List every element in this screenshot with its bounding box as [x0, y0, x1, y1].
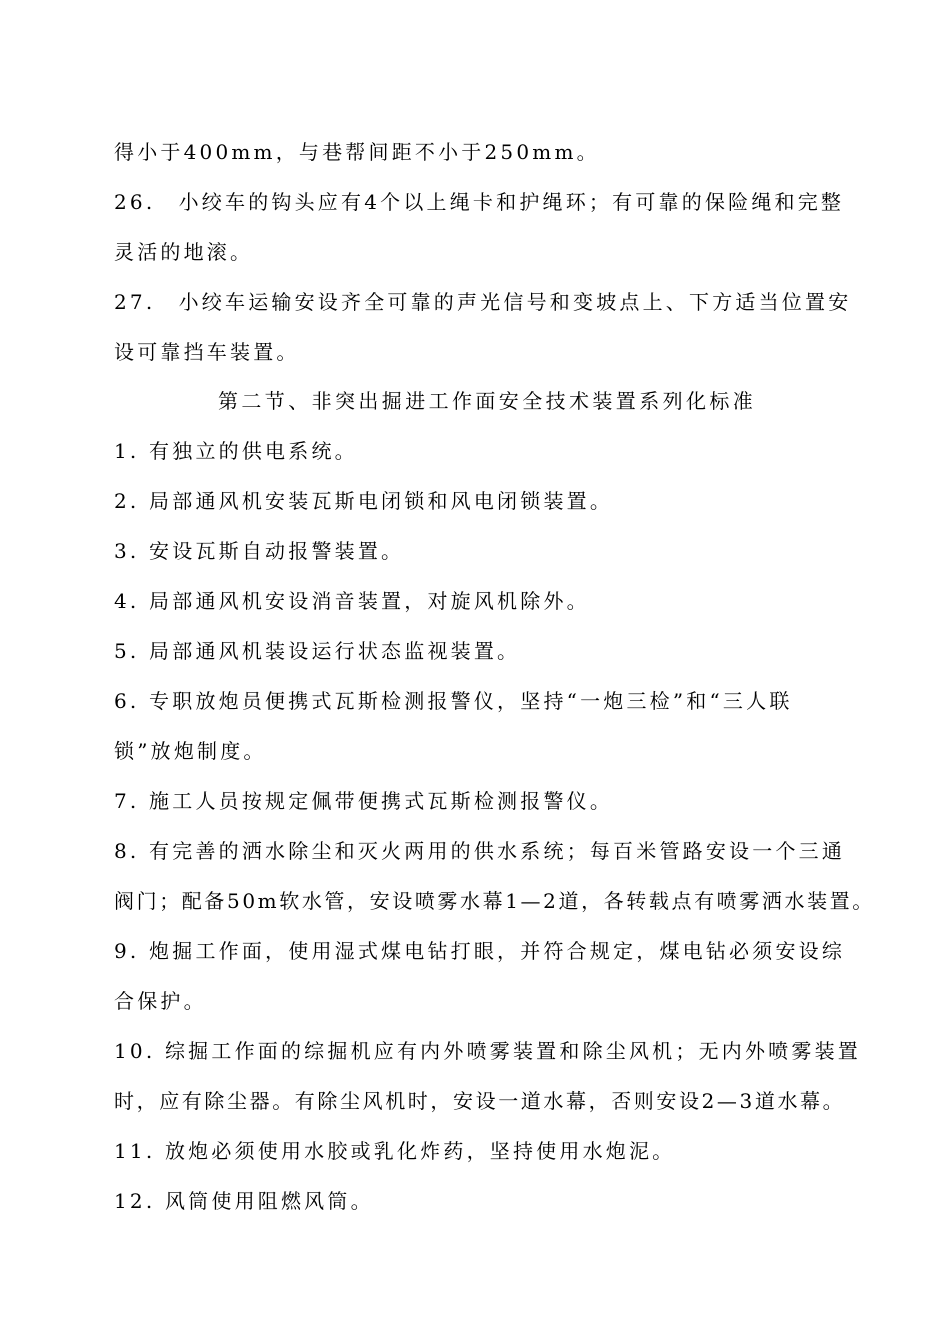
- item-26-line-2: 灵活的地滚。: [114, 240, 254, 264]
- item-5: 5. 局部通风机装设运行状态监视装置。: [114, 639, 521, 663]
- item-4: 4. 局部通风机安设消音装置，对旋风机除外。: [114, 589, 590, 613]
- item-26-line-1: 26. 小绞车的钩头应有4个以上绳卡和护绳环；有可靠的保险绳和完整: [114, 190, 845, 214]
- item-6-line-2: 锁”放炮制度。: [114, 739, 267, 763]
- item-8-line-2: 阀门；配备50m软水管，安设喷雾水幕1—2道，各转载点有喷雾洒水装置。: [114, 889, 875, 913]
- item-8-line-1: 8. 有完善的洒水除尘和灭火两用的供水系统；每百米管路安设一个三通: [114, 839, 846, 863]
- item-7: 7. 施工人员按规定佩带便携式瓦斯检测报警仪。: [114, 789, 614, 813]
- item-3: 3. 安设瓦斯自动报警装置。: [114, 539, 405, 563]
- item-12: 12. 风筒使用阻燃风筒。: [114, 1189, 374, 1213]
- item-9-line-2: 合保护。: [114, 989, 207, 1013]
- item-27-line-2: 设可靠挡车装置。: [114, 340, 300, 364]
- item-27-line-1: 27. 小绞车运输安设齐全可靠的声光信号和变坡点上、下方适当位置安: [114, 290, 852, 314]
- item-9-line-1: 9. 炮掘工作面，使用湿式煤电钻打眼，并符合规定，煤电钻必须安设综: [114, 939, 846, 963]
- item-10-line-2: 时，应有除尘器。有除尘风机时，安设一道水幕，否则安设2—3道水幕。: [114, 1089, 846, 1113]
- text-line: 得小于400mm，与巷帮间距不小于250mm。: [114, 140, 600, 164]
- section-heading: 第二节、非突出掘进工作面安全技术装置系列化标准: [218, 389, 757, 413]
- item-6-line-1: 6. 专职放炮员便携式瓦斯检测报警仪，坚持“一炮三检”和“三人联: [114, 689, 793, 713]
- item-11: 11. 放炮必须使用水胶或乳化炸药，坚持使用水炮泥。: [114, 1139, 676, 1163]
- item-10-line-1: 10. 综掘工作面的综掘机应有内外喷雾装置和除尘风机；无内外喷雾装置: [114, 1039, 861, 1063]
- item-1: 1. 有独立的供电系统。: [114, 439, 358, 463]
- item-2: 2. 局部通风机安装瓦斯电闭锁和风电闭锁装置。: [114, 489, 614, 513]
